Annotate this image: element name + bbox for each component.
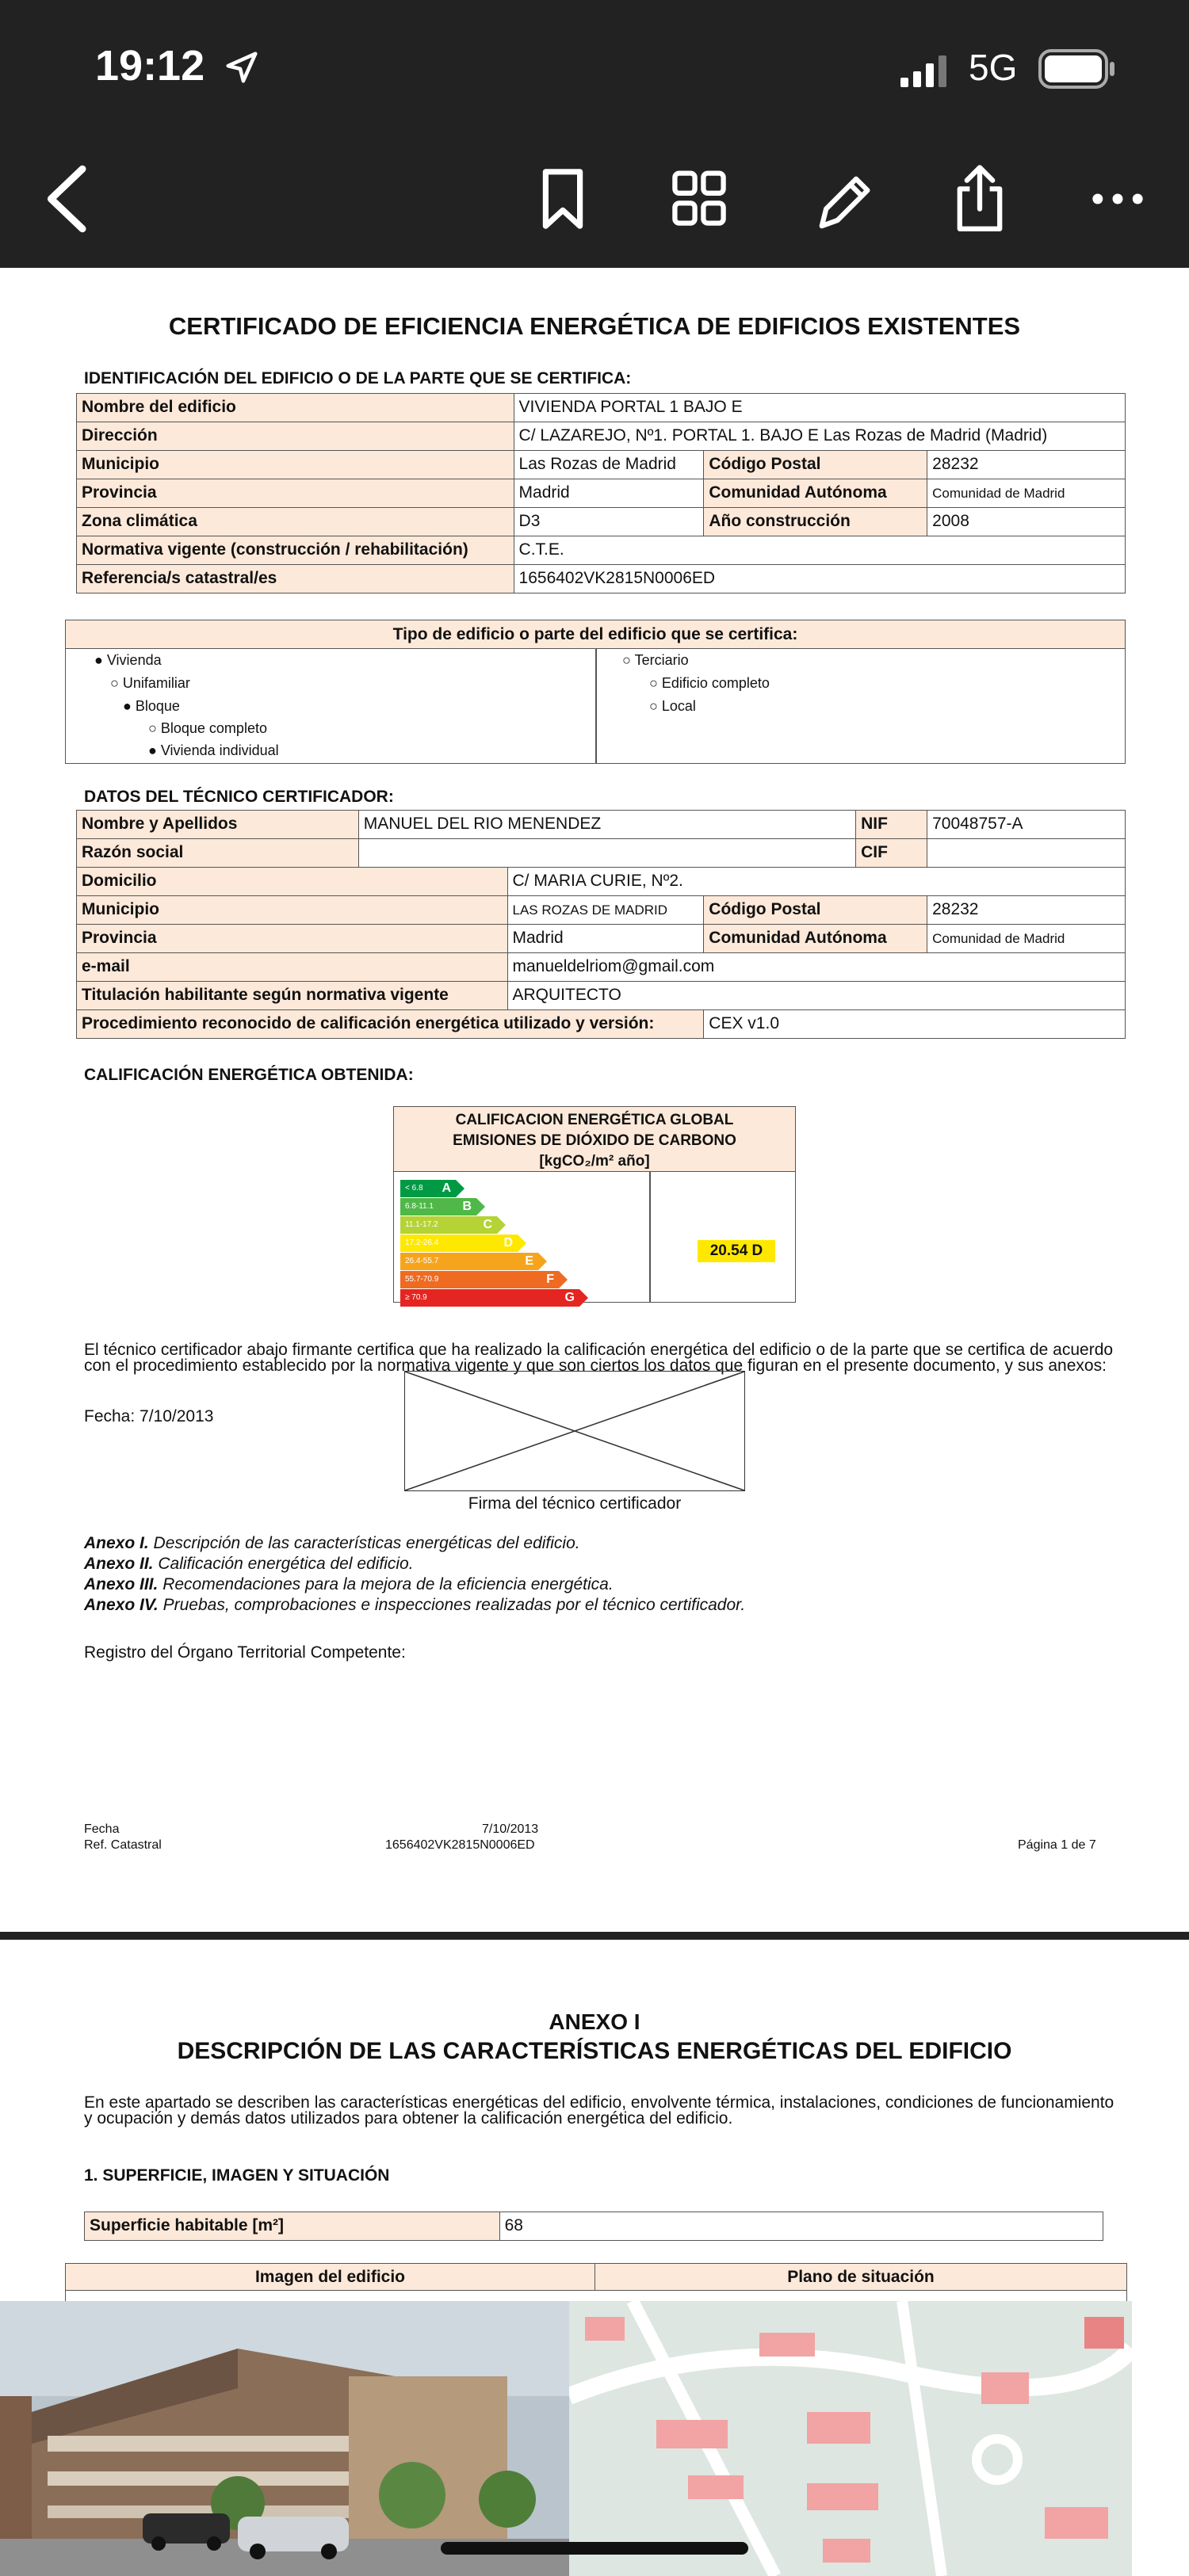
thumbnails-button[interactable] xyxy=(667,163,731,235)
energy-bar-arrow xyxy=(518,1235,526,1252)
technician-table xyxy=(76,810,1126,1039)
label-referencia-catastral: Referencia/s catastral/es xyxy=(77,565,514,593)
back-button[interactable] xyxy=(36,163,100,235)
annex-number: ANEXO I xyxy=(549,2009,640,2034)
footer-ref-label: Ref. Catastral xyxy=(84,1838,162,1852)
energy-bar-arrow xyxy=(559,1271,568,1288)
page-separator xyxy=(0,1932,1189,1940)
identification-heading: IDENTIFICACIÓN DEL EDIFICIO O DE LA PARTE QUE SE CERTIFICA: xyxy=(84,369,632,387)
building-type-heading: Tipo de edificio o parte del edificio que se certifica: xyxy=(66,620,1125,649)
label-codigo-postal: Código Postal xyxy=(704,451,927,479)
annex-number-label: Anexo II. xyxy=(84,1555,154,1573)
option-vivienda-individual xyxy=(148,742,279,759)
annex-description: Calificación energética del edificio. xyxy=(153,1555,414,1573)
label-email: e-mail xyxy=(77,953,508,982)
radio-empty-icon: ○ xyxy=(649,675,662,691)
signature-cross-icon xyxy=(405,1372,744,1490)
energy-bar-letter: A xyxy=(442,1181,451,1195)
energy-bar-letter: E xyxy=(525,1254,533,1268)
label-razon-social: Razón social xyxy=(77,839,359,868)
label-domicilio: Domicilio xyxy=(77,868,508,896)
label-superficie: Superficie habitable [m²] xyxy=(85,2212,500,2241)
label-zona-climatica: Zona climática xyxy=(77,508,514,536)
markup-button[interactable] xyxy=(810,163,874,235)
energy-bar-arrow xyxy=(476,1198,485,1215)
location-map xyxy=(569,2301,1132,2576)
label-procedimiento: Procedimiento reconocido de calificación energética utilizado y versión: xyxy=(77,1010,704,1039)
signature-caption: Firma del técnico certificador xyxy=(468,1494,682,1513)
radio-filled-icon: ● xyxy=(123,698,136,714)
energy-bar-range: 11.1-17.2 xyxy=(405,1220,438,1229)
value-direccion: C/ LAZAREJO, Nº1. PORTAL 1. BAJO E Las Rozas de Madrid (Madrid) xyxy=(514,422,1125,451)
option-vivienda-individual-label: Vivienda individual xyxy=(160,742,279,758)
footer-ref-value: 1656402VK2815N0006ED xyxy=(385,1838,535,1852)
energy-bar-arrow xyxy=(538,1253,547,1270)
energy-bar-a xyxy=(400,1180,456,1197)
energy-bar-letter: F xyxy=(546,1273,554,1286)
option-vivienda xyxy=(94,652,162,669)
value-provincia: Madrid xyxy=(514,479,704,508)
value-comunidad-tecnico: Comunidad de Madrid xyxy=(927,925,1126,953)
option-terciario-label: Terciario xyxy=(634,652,689,668)
value-zona-climatica: D3 xyxy=(514,508,704,536)
energy-bar-range: ≥ 70.9 xyxy=(405,1293,427,1302)
label-comunidad-tecnico: Comunidad Autónoma xyxy=(704,925,927,953)
label-nombre-edificio: Nombre del edificio xyxy=(77,394,514,422)
location-map-heading: Plano de situación xyxy=(595,2264,1126,2291)
building-type-box xyxy=(65,620,1126,764)
option-local xyxy=(649,698,696,715)
annex-description: Pruebas, comprobaciones e inspecciones realizadas por el técnico certificador. xyxy=(158,1596,746,1614)
share-button[interactable] xyxy=(948,163,1011,235)
value-cif xyxy=(927,839,1126,868)
value-referencia-catastral: 1656402VK2815N0006ED xyxy=(514,565,1125,593)
label-direccion: Dirección xyxy=(77,422,514,451)
value-codigo-postal: 28232 xyxy=(927,451,1126,479)
certificate-title: CERTIFICADO DE EFICIENCIA ENERGÉTICA DE EDIFICIOS EXISTENTES xyxy=(168,312,1021,340)
bookmark-button[interactable] xyxy=(531,163,594,235)
radio-empty-icon: ○ xyxy=(148,720,161,736)
footer-fecha-value: 7/10/2013 xyxy=(482,1822,539,1836)
value-comunidad: Comunidad de Madrid xyxy=(927,479,1126,508)
energy-bar-d xyxy=(400,1235,518,1252)
label-nif: NIF xyxy=(856,811,927,839)
annex-item xyxy=(84,1555,414,1574)
document-page-1 xyxy=(0,268,1189,1932)
value-procedimiento: CEX v1.0 xyxy=(704,1010,1126,1039)
declaration-date: Fecha: 7/10/2013 xyxy=(84,1407,214,1425)
energy-bar-b xyxy=(400,1198,476,1215)
signal-icon xyxy=(900,55,951,87)
value-razon-social xyxy=(358,839,855,868)
home-indicator[interactable] xyxy=(441,2542,748,2555)
option-local-label: Local xyxy=(661,698,696,714)
value-titulacion: ARQUITECTO xyxy=(507,982,1126,1010)
value-normativa: C.T.E. xyxy=(514,536,1125,565)
energy-rating-header xyxy=(394,1107,795,1172)
energy-bar-range: 6.8-11.1 xyxy=(405,1202,434,1211)
radio-filled-icon: ● xyxy=(94,652,107,668)
annex-intro: En este apartado se describen las características energéticas del edificio, envolvente térmica, instalaciones, condiciones de funcionamiento y ocupación y demás datos utilizados para obtener la calificación energética del edificio. xyxy=(84,2093,1114,2128)
energy-bar-g xyxy=(400,1289,579,1307)
annex-description: Recomendaciones para la mejora de la eficiencia energética. xyxy=(158,1575,614,1593)
option-bloque-completo-label: Bloque completo xyxy=(160,720,267,736)
label-cif: CIF xyxy=(856,839,927,868)
value-domicilio: C/ MARIA CURIE, Nº2. xyxy=(507,868,1126,896)
building-type-divider xyxy=(595,649,597,763)
building-identification-table xyxy=(76,393,1126,593)
radio-filled-icon: ● xyxy=(148,742,161,758)
rating-divider xyxy=(649,1172,651,1302)
option-edificio-completo-label: Edificio completo xyxy=(661,675,770,691)
energy-rating-box xyxy=(393,1106,796,1303)
technician-heading: DATOS DEL TÉCNICO CERTIFICADOR: xyxy=(84,788,394,806)
energy-bar-letter: B xyxy=(462,1200,472,1213)
rating-head-line1: CALIFICACION ENERGÉTICA GLOBAL xyxy=(455,1112,734,1128)
option-vivienda-label: Vivienda xyxy=(106,652,162,668)
network-type: 5G xyxy=(969,47,1018,88)
value-nif: 70048757-A xyxy=(927,811,1126,839)
value-nombre-apellidos: MANUEL DEL RIO MENENDEZ xyxy=(358,811,855,839)
label-titulacion: Titulación habilitante según normativa vigente xyxy=(77,982,508,1010)
option-unifamiliar-label: Unifamiliar xyxy=(122,675,190,691)
pencil-icon xyxy=(810,163,874,235)
annex-title: DESCRIPCIÓN DE LAS CARACTERÍSTICAS ENERGÉTICAS DEL EDIFICIO xyxy=(177,2038,1012,2064)
viewer-topbar xyxy=(0,0,1189,268)
more-dots-icon xyxy=(1086,163,1149,235)
annex-number-label: Anexo I. xyxy=(84,1534,149,1552)
energy-bar-c xyxy=(400,1216,497,1234)
radio-empty-icon: ○ xyxy=(110,675,123,691)
label-nombre-apellidos: Nombre y Apellidos xyxy=(77,811,359,839)
energy-bar-letter: C xyxy=(483,1218,492,1231)
label-municipio-tecnico: Municipio xyxy=(77,896,508,925)
energy-bar-e xyxy=(400,1253,538,1270)
annex-number-label: Anexo IV. xyxy=(84,1596,159,1614)
registro-text: Registro del Órgano Territorial Competente: xyxy=(84,1643,406,1662)
rating-result-badge: 20.54 D xyxy=(698,1240,775,1262)
section-1-heading: 1. SUPERFICIE, IMAGEN Y SITUACIÓN xyxy=(84,2166,390,2185)
option-bloque-completo xyxy=(148,720,267,737)
value-municipio: Las Rozas de Madrid xyxy=(514,451,704,479)
label-municipio: Municipio xyxy=(77,451,514,479)
option-bloque-label: Bloque xyxy=(135,698,180,714)
building-photo xyxy=(0,2301,569,2576)
option-unifamiliar xyxy=(110,675,190,692)
label-anio-construccion: Año construcción xyxy=(704,508,927,536)
energy-bar-range: 17.2-26.4 xyxy=(405,1238,439,1247)
rating-heading: CALIFICACIÓN ENERGÉTICA OBTENIDA: xyxy=(84,1066,414,1084)
energy-bar-f xyxy=(400,1271,559,1288)
annex-item xyxy=(84,1596,745,1615)
rating-head-line2: EMISIONES DE DIÓXIDO DE CARBONO xyxy=(453,1132,736,1149)
energy-bar-letter: G xyxy=(564,1291,575,1304)
share-icon xyxy=(948,163,1011,235)
annex-description: Descripción de las características energéticas del edificio. xyxy=(148,1534,580,1552)
value-superficie: 68 xyxy=(499,2212,1103,2241)
value-municipio-tecnico: LAS ROZAS DE MADRID xyxy=(507,896,704,925)
battery-icon xyxy=(1038,49,1118,89)
radio-empty-icon: ○ xyxy=(622,652,635,668)
rating-head-units: [kgCO₂/m² año] xyxy=(539,1153,650,1170)
label-provincia-tecnico: Provincia xyxy=(77,925,508,953)
footer-fecha-label: Fecha xyxy=(84,1822,120,1836)
value-codigo-postal-tecnico: 28232 xyxy=(927,896,1126,925)
energy-bar-arrow xyxy=(456,1180,465,1197)
option-bloque xyxy=(123,698,180,715)
bookmark-icon xyxy=(531,163,594,235)
annex-number-label: Anexo III. xyxy=(84,1575,159,1593)
option-terciario xyxy=(622,652,689,669)
annex-item xyxy=(84,1534,580,1553)
label-provincia: Provincia xyxy=(77,479,514,508)
energy-bar-letter: D xyxy=(503,1236,513,1250)
value-email: manueldelriom@gmail.com xyxy=(507,953,1126,982)
option-edificio-completo xyxy=(649,675,770,692)
label-codigo-postal-tecnico: Código Postal xyxy=(704,896,927,925)
declaration-text: El técnico certificador abajo firmante certifica que ha realizado la calificación energética del edificio o de la parte que se certifica de acuerdo con el procedimiento establecido por la normativa vigente y que son ciertos los datos que figuran en el presente documento, y sus anexos: xyxy=(84,1341,1114,1375)
energy-bar-arrow xyxy=(579,1289,588,1307)
location-arrow-icon xyxy=(224,49,260,86)
annex-item xyxy=(84,1575,614,1594)
energy-bar-range: 55.7-70.9 xyxy=(405,1275,439,1284)
more-button[interactable] xyxy=(1086,163,1149,235)
energy-bar-range: 26.4-55.7 xyxy=(405,1257,439,1265)
energy-bar-arrow xyxy=(497,1216,506,1234)
value-nombre-edificio: VIVIENDA PORTAL 1 BAJO E xyxy=(514,394,1125,422)
label-normativa: Normativa vigente (construcción / rehabilitación) xyxy=(77,536,514,565)
radio-empty-icon: ○ xyxy=(649,698,662,714)
superficie-table xyxy=(84,2212,1103,2241)
status-time: 19:12 xyxy=(95,42,205,90)
signature-box xyxy=(404,1371,745,1491)
footer-page-number: Página 1 de 7 xyxy=(1018,1838,1096,1852)
energy-bar-range: < 6.8 xyxy=(405,1184,423,1193)
building-image-heading: Imagen del edificio xyxy=(66,2264,595,2291)
value-provincia-tecnico: Madrid xyxy=(507,925,704,953)
grid-icon xyxy=(667,163,731,235)
label-comunidad: Comunidad Autónoma xyxy=(704,479,927,508)
back-chevron-icon xyxy=(36,163,100,235)
value-anio-construccion: 2008 xyxy=(927,508,1126,536)
